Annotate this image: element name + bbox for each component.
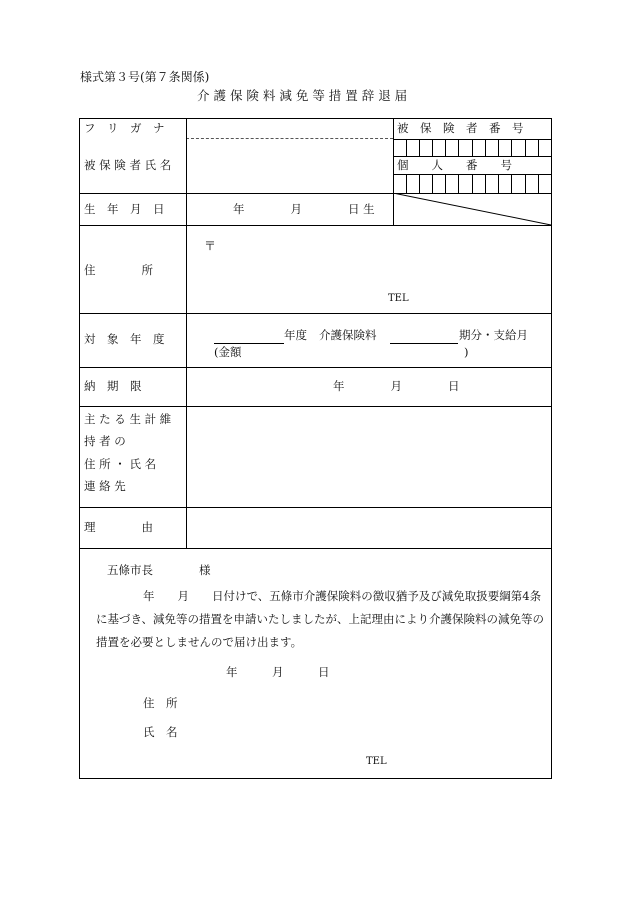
label-personal-number: 個 人 番 号 [397,158,512,172]
declaration-date[interactable]: 年 月 日 [226,665,330,679]
declaration-line-2: に基づき、減免等の措置を申請いたしましたが、上記理由により介護保険料の減免等の [96,612,545,626]
label-furigana: フ リ ガ ナ [84,121,165,135]
label-birthdate: 生 年 月 日 [84,202,165,216]
label-supporter-2: 持 者 の [84,434,126,448]
furigana-input[interactable] [187,119,392,137]
form-number: 様式第３号(第７条関係) [80,70,210,84]
declaration-line-3: 措置を必要としませんので届け出ます。 [96,635,303,649]
form-title: 介 護 保 険 料 減 免 等 措 置 辞 退 届 [197,88,408,103]
premium-label: 介護保険料 [319,328,377,342]
address-input[interactable] [187,226,550,312]
addressee: 五條市長 様 [107,563,211,577]
year-underline[interactable] [214,343,284,344]
label-supporter-4: 連 絡 先 [84,479,126,493]
label-deadline: 納 期 限 [84,379,142,393]
label-supporter-3: 住 所 ・ 氏 名 [84,457,157,471]
insured-name-input[interactable] [187,140,392,192]
label-supporter-1: 主 た る 生 計 維 [84,412,172,426]
label-insured-name: 被 保 険 者 氏 名 [84,158,172,172]
deadline-field[interactable]: 年 月 日 [333,379,460,393]
period-underline[interactable] [390,343,458,344]
label-reason: 理 由 [84,520,153,534]
declaration-tel-label: TEL [366,756,387,767]
supporter-input[interactable] [187,407,550,506]
label-target-year: 対 象 年 度 [84,332,165,346]
declaration-address-label: 住 所 [143,696,178,710]
diagonal-slash [393,193,552,226]
amount-close: ) [464,345,469,359]
birthdate-field[interactable]: 年 月 日 生 [233,202,375,216]
declaration-line-1: 年 月 日付けで、五條市介護保険料の徴収猶予及び減免取扱要綱第4条 [143,589,542,603]
address-tel-label: TEL [388,293,409,304]
nendo-label: 年度 [284,328,307,342]
label-insured-number: 被 保 険 者 番 号 [397,121,524,135]
postal-mark-icon: 〒 [204,239,217,253]
label-address: 住 所 [84,263,153,277]
reason-input[interactable] [187,508,550,547]
period-payment-label: 期分・支給月 [459,328,528,342]
amount-open: (金額 [214,345,242,359]
declaration-name-label: 氏 名 [143,725,178,739]
